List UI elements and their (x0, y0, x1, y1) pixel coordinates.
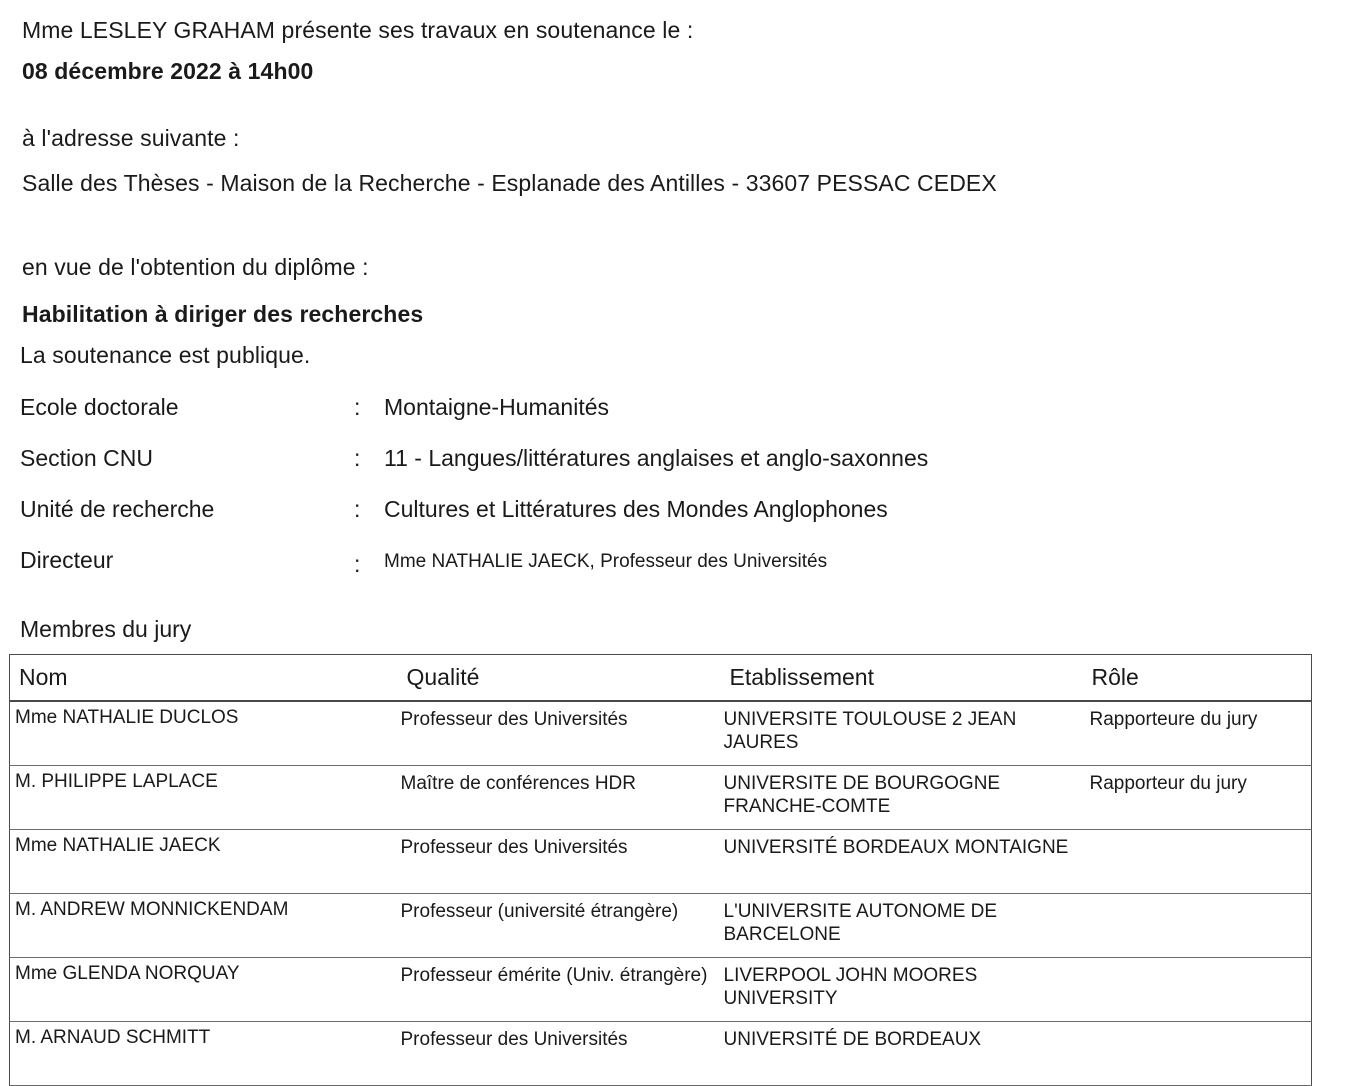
table-row (10, 830, 1312, 894)
detail-value: 11 - Langues/littératures anglaises et anglo-saxonnes (384, 445, 929, 471)
member-name: Mme NATHALIE DUCLOS (10, 701, 399, 766)
member-quality: Professeur des Universités (399, 830, 722, 894)
table-row (10, 701, 1312, 766)
header-institution: Etablissement (722, 655, 1090, 702)
header-name: Nom (10, 655, 399, 702)
diploma-intro: en vue de l'obtention du diplôme : (22, 254, 369, 280)
detail-label: Unité de recherche (20, 496, 215, 522)
detail-colon: : (354, 445, 361, 471)
table-row (10, 958, 1312, 1022)
member-name: Mme GLENDA NORQUAY (10, 958, 399, 1022)
member-institution: UNIVERSITÉ BORDEAUX MONTAIGNE (722, 830, 1090, 894)
address-intro: à l'adresse suivante : (22, 125, 240, 151)
jury-table (9, 654, 1312, 1086)
member-quality: Professeur émérite (Univ. étrangère) (399, 958, 722, 1022)
member-name: M. ANDREW MONNICKENDAM (10, 894, 399, 958)
address-location: Salle des Thèses - Maison de la Recherche - Esplanade des Antilles - 33607 PESSAC CEDEX (22, 170, 997, 196)
member-role (1090, 1022, 1312, 1086)
member-role: Rapporteur du jury (1090, 766, 1312, 830)
member-role (1090, 830, 1312, 894)
presenter-line: Mme LESLEY GRAHAM présente ses travaux en soutenance le : (22, 17, 694, 43)
member-institution: UNIVERSITÉ DE BORDEAUX (722, 1022, 1090, 1086)
member-role (1090, 894, 1312, 958)
detail-colon: : (354, 496, 361, 522)
table-row (10, 1022, 1312, 1086)
jury-title: Membres du jury (20, 616, 192, 642)
member-name: Mme NATHALIE JAECK (10, 830, 399, 894)
member-institution: LIVERPOOL JOHN MOORES UNIVERSITY (722, 958, 1090, 1022)
member-quality: Maître de conférences HDR (399, 766, 722, 830)
header-quality: Qualité (399, 655, 722, 702)
jury-header-row (10, 655, 1312, 702)
public-note: La soutenance est publique. (20, 342, 311, 368)
member-quality: Professeur des Universités (399, 701, 722, 766)
member-quality: Professeur (université étrangère) (399, 894, 722, 958)
diploma-name: Habilitation à diriger des recherches (22, 301, 424, 327)
detail-label: Ecole doctorale (20, 394, 179, 420)
defense-date: 08 décembre 2022 à 14h00 (22, 58, 314, 84)
member-quality: Professeur des Universités (399, 1022, 722, 1086)
member-role: Rapporteure du jury (1090, 701, 1312, 766)
table-row (10, 766, 1312, 830)
detail-label: Section CNU (20, 445, 153, 471)
member-institution: UNIVERSITE TOULOUSE 2 JEAN JAURES (722, 701, 1090, 766)
member-name: M. PHILIPPE LAPLACE (10, 766, 399, 830)
detail-colon: : (354, 551, 361, 577)
table-row (10, 894, 1312, 958)
member-institution: L'UNIVERSITE AUTONOME DE BARCELONE (722, 894, 1090, 958)
detail-colon: : (354, 394, 361, 420)
detail-value: Cultures et Littératures des Mondes Anglophones (384, 496, 888, 522)
detail-value: Montaigne-Humanités (384, 394, 610, 420)
member-institution: UNIVERSITE DE BOURGOGNE FRANCHE-COMTE (722, 766, 1090, 830)
detail-label: Directeur (20, 547, 114, 573)
header-role: Rôle (1090, 655, 1312, 702)
detail-value: Mme NATHALIE JAECK, Professeur des Universités (384, 551, 828, 572)
member-name: M. ARNAUD SCHMITT (10, 1022, 399, 1086)
member-role (1090, 958, 1312, 1022)
